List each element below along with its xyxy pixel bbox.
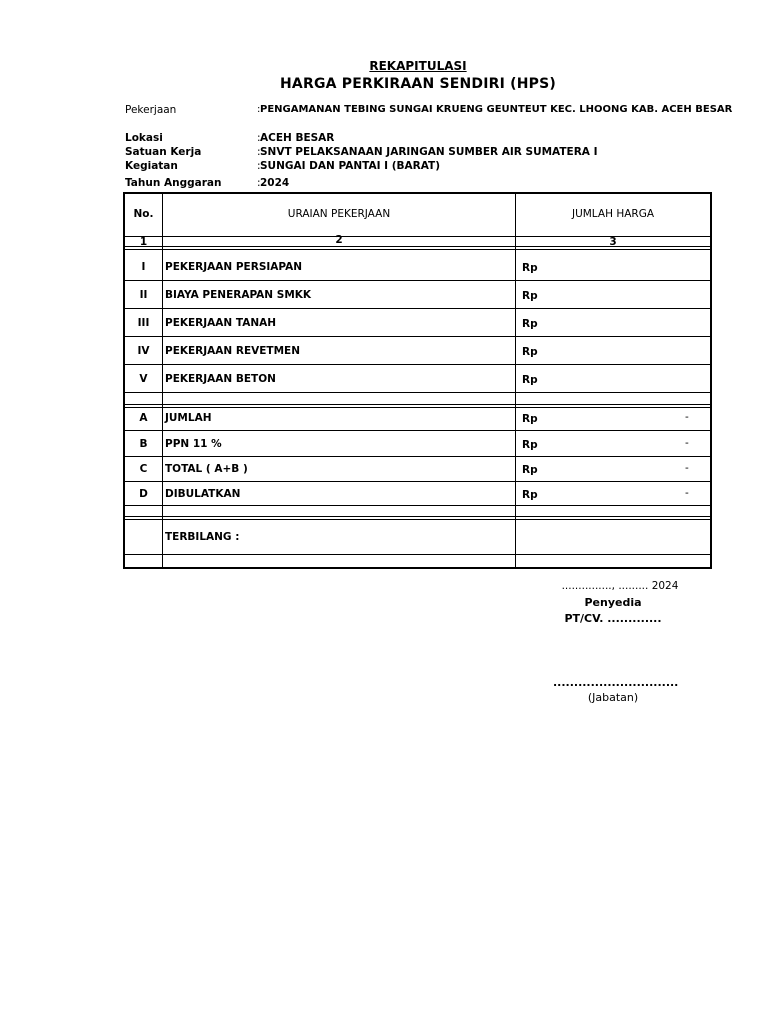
row-desc: PEKERJAAN PERSIAPAN: [165, 261, 303, 273]
info-label: Kegiatan: [125, 160, 178, 172]
row-no: V: [139, 373, 148, 385]
terbilang-label: TERBILANG :: [165, 531, 240, 543]
summary-no: B: [139, 438, 148, 450]
row-desc: PEKERJAAN BETON: [165, 373, 276, 385]
row-currency: Rp: [522, 290, 538, 302]
row-currency: Rp: [522, 346, 538, 358]
summary-desc: JUMLAH: [165, 412, 212, 424]
header-uraian: URAIAN PEKERJAAN: [287, 208, 391, 220]
row-divider: [125, 456, 710, 457]
summary-amount: -: [685, 487, 689, 499]
row-currency: Rp: [522, 318, 538, 330]
info-label: Satuan Kerja: [125, 146, 202, 158]
row-no: I: [141, 261, 146, 273]
info-value: : SUNGAI DAN PANTAI I (BARAT): [260, 160, 440, 172]
col-number: 3: [609, 236, 617, 248]
signature-company: PT/CV. .............: [564, 612, 662, 625]
summary-desc: PPN 11 %: [165, 438, 222, 450]
row-divider: [125, 336, 710, 337]
row-desc: PEKERJAAN TANAH: [165, 317, 277, 329]
row-divider: [125, 554, 710, 555]
col-number: 1: [139, 236, 148, 248]
info-label: Lokasi: [125, 132, 163, 144]
row-desc: PEKERJAAN REVETMEN: [165, 345, 300, 357]
row-divider: [125, 249, 710, 250]
summary-currency: Rp: [522, 489, 538, 501]
row-no: IV: [137, 345, 150, 357]
row-currency: Rp: [522, 262, 538, 274]
row-no: II: [139, 289, 148, 301]
info-value: : SNVT PELAKSANAAN JARINGAN SUMBER AIR SUMATERA I: [260, 146, 597, 158]
signature-role: Penyedia: [584, 596, 642, 609]
summary-amount: -: [685, 462, 689, 474]
summary-amount: -: [685, 411, 689, 423]
signature-name-line: ..............................: [553, 676, 679, 689]
row-divider: [125, 392, 710, 393]
row-divider: [125, 308, 710, 309]
row-divider: [125, 407, 710, 408]
summary-desc: DIBULATKAN: [165, 488, 241, 500]
summary-no: D: [139, 488, 148, 500]
title-rekapitulasi: REKAPITULASI: [369, 59, 467, 73]
summary-no: C: [139, 463, 148, 475]
row-desc: BIAYA PENERAPAN SMKK: [165, 289, 312, 301]
summary-desc: TOTAL ( A+B ): [165, 463, 248, 475]
info-value: : PENGAMANAN TEBING SUNGAI KRUENG GEUNTEUT KEC. LHOONG KAB. ACEH BESAR: [260, 104, 732, 115]
title-hps: HARGA PERKIRAAN SENDIRI (HPS): [280, 76, 556, 92]
row-no: III: [137, 317, 150, 329]
row-divider: [125, 404, 710, 405]
row-divider: [125, 280, 710, 281]
hps-table: [123, 192, 712, 569]
header-no: No.: [133, 208, 154, 220]
summary-amount: -: [685, 437, 689, 449]
row-divider: [125, 519, 710, 520]
info-value: : 2024: [260, 177, 289, 189]
row-divider: [125, 481, 710, 482]
info-value: : ACEH BESAR: [260, 132, 334, 144]
col-number: 2: [335, 234, 343, 246]
signature-date: ..............., ......... 2024: [561, 580, 679, 592]
summary-currency: Rp: [522, 439, 538, 451]
row-currency: Rp: [522, 374, 538, 386]
summary-no: A: [139, 412, 148, 424]
signature-position: (Jabatan): [587, 691, 639, 704]
row-divider: [125, 505, 710, 506]
info-label: Tahun Anggaran: [125, 177, 222, 189]
row-divider: [125, 364, 710, 365]
info-label: Pekerjaan: [125, 104, 177, 116]
row-divider: [125, 430, 710, 431]
summary-currency: Rp: [522, 413, 538, 425]
header-jumlah-harga: JUMLAH HARGA: [571, 208, 655, 220]
summary-currency: Rp: [522, 464, 538, 476]
row-divider: [125, 516, 710, 517]
